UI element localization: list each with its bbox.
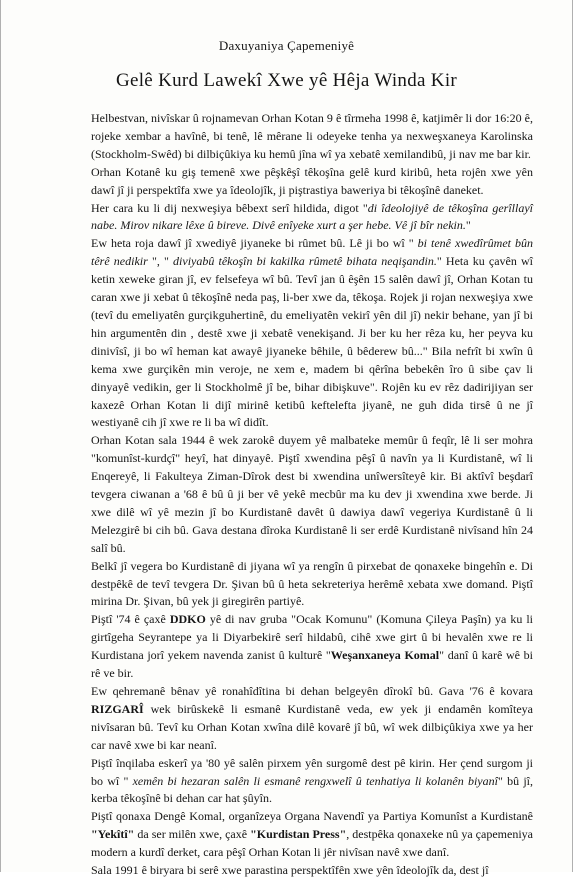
p7-intro: Piştî '74 ê çaxê [91, 612, 170, 627]
paragraph-8 [91, 683, 533, 755]
paragraph-5: Orhan Kotan sala 1944 ê wek zarokê duyem yê malbateke memûr û feqîr, lê li ser mohra "komunîst-kurdçî" heyî, hat dinyayê. Piştî xwendina pêşî û navîn ya li Kurdistanê, wî li Enqereyê, li Fakulteya Ziman-Dîrok dest bi xwendina unîwersîteyê kir. Bi aktîvî beşdarî tevgera ciwanan a '68 ê bû û ji ber vê yekê mecbûr ma ku dev ji xwendina xwe berde. Ji xwe dilê wî yê mezin jî bo Kurdistanê davêt û dawiya dawî vegeriya Kurdistanê û li Melezgirê bi cih bû. Gava destana dîroka Kurdistanê li ser erdê Kurdistanê nivîsand hîn 24 salî bû. [91, 433, 533, 555]
p10-intro: Piştî qonaxa Dengê Komal, organîzeya Organa Navendî ya Partiya Komunîst a Kurdistanê [91, 809, 533, 824]
p9-intro: Piştî înqilaba eskerî ya '80 yê salên pirxem yên surgomê dest pê kirin. Her çend surgom ji bo wî " [91, 755, 533, 788]
p8-rizgari: RIZGARÎ [91, 701, 144, 716]
paragraph-3 [91, 200, 533, 236]
p9-quote: xemên bi hezaran salên li esmanê rengxwelî û tenhatiya li kolanên biyanî [128, 773, 498, 788]
p7-end: " danî û karê wê bi rê ve bir. [91, 648, 533, 681]
p10-mid: da ser milên xwe, çaxê [134, 827, 251, 842]
article-title: Gelê Kurd Lawekî Xwe yê Hêja Winda Kir [115, 70, 458, 91]
quote-intro: Her cara ku li dij nexweşiya bêbext serî hildida, digot " [91, 200, 368, 215]
p10-yekiti: "Yekîtî" [91, 827, 135, 842]
paragraph-7 [91, 611, 533, 683]
p8-rest: wek birûskekê li esmanê Kurdistanê veda, ew yek ji endamên komîteya nivîsaran bû. Tevî ku Orhan Kotan xwîna dilê kovarê jî bû, wî wek dilbiçûkiya xwe ya her car navê xwe bi kar neanî. [91, 701, 533, 752]
paragraph-10 [91, 808, 533, 862]
p10-kurdistan-press: "Kurdistan Press" [250, 827, 347, 842]
p7-mid: yê di nav gruba "Ocak Komunu" (Komuna Çileya Paşîn) ya ku li girtîgeha Seyrantepe ya li Diyarbekirê serî hildabû, cihê xwe girt û bi hevalên xwe re li Kurdistana jorî yekem navenda zanist û kulturê " [91, 612, 533, 663]
p4-intro: Ew heta roja dawî jî xwediyê jiyaneke bi rûmet bû. Lê ji bo wî " [91, 236, 414, 251]
p4-quote-1: bi tenê xwedîrûmet bûn têrê nedikir [91, 236, 533, 269]
p8-intro: Ew qehremanê bênav yê ronahîdîtina bi dehan belgeyên dîrokî bû. Gava '76 ê kovara [91, 684, 533, 698]
header-label: Daxuyaniya Çapemeniyê [218, 38, 355, 53]
p4-rest: " Heta ku çavên wî ketin xeweke giran jî, ev felsefeya wî bû. Tevî jan û êşên 15 salên dawî jî, Orhan Kotan tu caran xwe ji xebat û têkoşînê neda paş, li-ber xwe da, têkoşa. Rojek ji rojan nexweşiya xwe (tevî du emeliyatên gurçikguhertinê, du emeliyatên vekirî yên dil jî) nekir behane, yan jî bi hin argumentên din , destê xwe ji xebatê venekişand. Ji ber ku her rêza ku, her peyva ku dinivîsî, ji bo wî heman kat awayê jiyaneke bêhile, û bêderew bû..." Bila nefrît bi xwîn û kema xwe gurçikên min veroje, ne xem e, madem bi qêrîna bebekên îro û sibe çav li dinyayê vedikin, ger li Stockholmê jî be, bihar dibişkuve". Rojên ku ev rêz dadirijiyan ser kaxezê Orhan Kotan li dijî mirinê ketibû keftelefta jiyanê, ne guh dida tirsê û ne jî westiyanê cih jî xwe re li ba wî didît. [91, 254, 534, 430]
paragraph-4 [91, 235, 533, 432]
quote-close: " [465, 218, 471, 233]
article-body [91, 110, 533, 880]
paragraph-9 [91, 755, 533, 809]
p9-rest: " bû jî, kerba têkoşînê bi dehan car hat şûyîn. [91, 773, 533, 806]
paragraph-2: Orhan Kotanê ku giş temenê xwe pêşkêşî têkoşîna gelê kurd kiribû, heta rojên xwe yên dawî jî ji perspektîfa xwe ya îdeolojîk, ji piştrastiya baweriya bi têkoşînê daneket. [91, 164, 533, 197]
p7-ddko: DDKO [169, 612, 206, 627]
quote-text: di îdeolojiyê de têkoşîna gerîllayî nabe. Mirov nikare lêxe û bireve. Divê enîyeke xurt a şer hebe. Vê jî bîr nekin. [91, 200, 534, 233]
p4-quote-2: diviyabû têkoşîn bi kakilka rûmetê bihata neqişandin. [168, 254, 437, 269]
paragraph-11: Sala 1991 ê biryara bi serê xwe parastina perspektîfên xwe yên îdeolojîk da, dest jî [91, 863, 489, 878]
p4-separator: ", " [151, 254, 169, 269]
paragraph-1: Helbestvan, nivîskar û rojnamevan Orhan Kotan 9 ê tîrmeha 1998 ê, katjimêr li dor 16:20 ê, rojeke xembar a havînê, bi tenê, lê mêrane li odeyeke tenha ya nexweşxaneya Karolinska (Stockholm-Swêd) bi dilbiçûkiya ku hemû jîna wî ya xebatê xemilandibû, ji nav me bar kir. [91, 111, 533, 161]
p10-end: , destpêka qonaxeke nû ya çapemeniya modern a kurdî derket, cara pêşî Orhan Kotan li jêr nivîsan navê xwe danî. [91, 827, 533, 860]
p7-komal: Weşanxaneya Komal [330, 648, 440, 663]
paragraph-6: Belkî jî vegera bo Kurdistanê di jiyana wî ya rengîn û pirxebat de qonaxeke bingehîn e. Di destpêkê de tevî tevgera Dr. Şivan bû û heta sekreteriya herêmê xebata xwe domand. Piştî mirina Dr. Şivan, bû yek ji giregirên partiyê. [91, 558, 533, 609]
